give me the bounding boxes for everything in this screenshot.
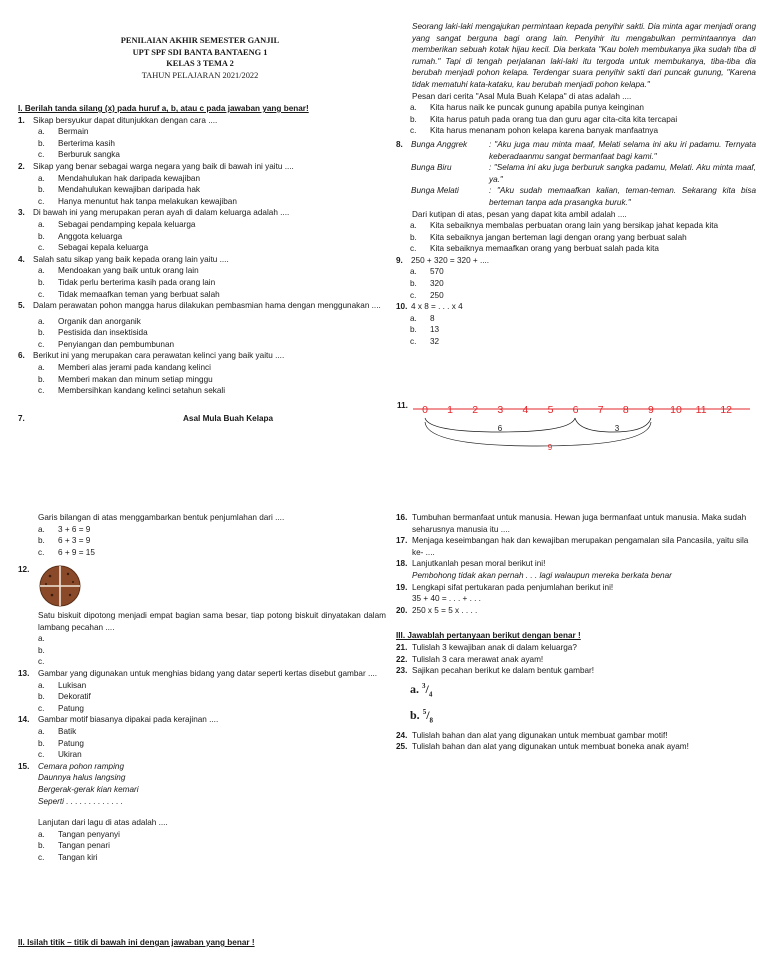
option-c[interactable]: c. Patung bbox=[38, 703, 84, 713]
question-15: 15. Cemara pohon ramping Daunnya halus langsing Bergerak-gerak kian kemari Seperti . . . . . . . . . . . . . Lanjutan dari lagu di atas adalah .... a. Tangan penyanyi b. Tangan penari c. Tangan kiri bbox=[18, 761, 386, 864]
story-text: Seorang laki-laki mengajukan permintaan kepada penyihir sakti. Dia minta agar menjadi orang yang sangat berguna bagi orang lain. Penyihir itu mengabulkan permintaannya dan memberikan sebuah kotak hijau kecil. Dia berkata "Kau boleh membukanya jika sudah tiba di rumah." Tapi di tengah perjalanan laki-laki itu tergoda untuk membukanya, tiba-tiba dia berubah menjadi pohon kelapa. Terdengar suara penyihir sakti dari puncak gunung, "Karena tidak mematuhi kata-kataku, kau berubah menjadi pohon kelapa." bbox=[412, 22, 756, 89]
option-b[interactable]: b. Dekoratif bbox=[38, 692, 91, 702]
section-2-title: II. Isilah titik – titik di bawah ini dengan jawaban yang benar ! bbox=[18, 938, 255, 947]
option-c[interactable]: c. bbox=[38, 657, 45, 667]
question-23: 23. Sajikan pecahan berikut ke dalam bentuk gambar! a. $^3/_4$ b. $^5/_8$ bbox=[396, 665, 756, 729]
question-14: 14. Gambar motif biasanya dipakai pada kerajinan .... a. Batik b. Patung c. Ukiran bbox=[18, 714, 386, 760]
question-18: 18. Lanjutkanlah pesan moral berikut ini! Pembohong tidak akan pernah . . . lagi walaupun mereka berkata benar bbox=[396, 559, 672, 580]
header-school: UPT SPF SDI BANTA BANTAENG 1 bbox=[132, 47, 268, 57]
option-b[interactable]: b. bbox=[38, 645, 45, 655]
question-8: 8. Bunga Anggrek : "Aku juga mau minta maaf, Melati selama ini aku iri padamu. Ternyata keberadaanmu sangat bermanfaat bagi kami." Bunga Biru : "Selama ini aku juga berburuk sangka padamu, Melati. Aku minta maaf, ya." Bunga Melati : "Aku sudah memaafkan kalian, teman-teman. Sekarang kita bisa berteman tanpa ada prasangka buruk." Dari kutipan di atas, pesan yang dapat kita ambil adalah .... a. Kita sebaiknya membalas perbuatan orang lain yang bersikap jahat kepada kita b. Kita sebaiknya jangan berteman lagi dengan orang yang berbuat salah c. Kita sebaiknya memaafkan orang yang berbuat salah pada kita bbox=[396, 139, 756, 254]
number-line-tick-3: 3 bbox=[497, 404, 504, 416]
story-title: Asal Mula Buah Kelapa bbox=[183, 413, 274, 423]
biscuit-image bbox=[38, 564, 82, 608]
number-line-ticks bbox=[422, 404, 732, 416]
option-a[interactable]: a. Kita sebaiknya membalas perbuatan orang lain yang bersikap jahat kepada kita bbox=[410, 221, 719, 231]
option-a[interactable]: a. Memberi alas jerami pada kandang kelinci bbox=[38, 363, 211, 373]
option-b[interactable]: b. Patung bbox=[38, 738, 84, 748]
story-question: Pesan dari cerita "Asal Mula Buah Kelapa" di atas adalah .... bbox=[412, 91, 632, 101]
number-line bbox=[405, 400, 755, 460]
option-a[interactable]: a. bbox=[38, 634, 45, 644]
question-7-heading: 7. Asal Mula Buah Kelapa bbox=[18, 413, 386, 425]
arc-label-3: 3 bbox=[614, 424, 620, 433]
number-line-tick-8: 8 bbox=[622, 404, 629, 416]
option-c[interactable]: c. 32 bbox=[410, 337, 440, 347]
question-3: 3. Di bawah ini yang merupakan peran ayah di dalam keluarga adalah .... a. Sebagai pendamping kepala keluarga b. Anggota keluarga c. Sebagai kepala keluarga bbox=[18, 207, 386, 253]
question-16: 16. Tumbuhan bermanfaat untuk manusia. Hewan juga bermanfaat untuk manusia. Maka sudah seharusnya manusia itu .... bbox=[396, 513, 747, 534]
question-11-options: Garis bilangan di atas menggambarkan bentuk penjumlahan dari .... a. 3 + 6 = 9 b. 6 + 3 = 9 c. 6 + 9 = 15 bbox=[18, 512, 386, 558]
option-b[interactable]: b. Tangan penari bbox=[38, 841, 110, 851]
section-2 bbox=[396, 512, 756, 753]
option-a[interactable]: a. Bermain bbox=[38, 127, 89, 137]
question-7-continued bbox=[396, 21, 756, 348]
option-c[interactable]: c. Kita sebaiknya memaafkan orang yang berbuat salah pada kita bbox=[410, 244, 659, 254]
number-line-tick-5: 5 bbox=[547, 404, 554, 416]
option-b[interactable]: b. Kita harus patuh pada orang tua dan guru agar cita-cita kita tercapai bbox=[410, 114, 678, 124]
question-13: 13. Gambar yang digunakan untuk menghias bidang yang datar seperti kertas disebut gambar .... a. Lukisan b. Dekoratif c. Patung bbox=[18, 668, 386, 714]
option-b[interactable]: b. Pestisida dan insektisida bbox=[38, 328, 148, 338]
number-line-tick-0: 0 bbox=[422, 404, 428, 416]
question-25: 25. Tulislah bahan dan alat yang digunakan untuk membuat boneka anak ayam! bbox=[396, 742, 689, 752]
option-b[interactable]: b. 6 + 3 = 9 bbox=[38, 536, 91, 546]
section-1 bbox=[18, 103, 386, 424]
number-line-tick-1: 1 bbox=[447, 404, 454, 416]
speaker-anggrek: Bunga Anggrek bbox=[411, 139, 468, 149]
number-line-tick-2: 2 bbox=[472, 404, 479, 416]
option-a[interactable]: a. Sebagai pendamping kepala keluarga bbox=[38, 219, 196, 229]
question-2: 2. Sikap yang benar sebagai warga negara yang baik di bawah ini yaitu .... a. Mendahulukan hak daripada kewajiban b. Mendahulukan kewajiban daripada hak c. Hanya menuntut hak tanpa melakukan kewajiban bbox=[18, 161, 386, 207]
number-line-tick-12: 12 bbox=[720, 404, 733, 416]
option-c[interactable]: c. 250 bbox=[410, 290, 444, 300]
question-22: 22. Tulislah 3 cara merawat anak ayam! bbox=[396, 654, 544, 664]
section-3-title: III. Jawablah pertanyaan berikut dengan benar ! bbox=[396, 631, 581, 641]
option-c[interactable]: c. 6 + 9 = 15 bbox=[38, 547, 95, 557]
number-line-tick-11: 11 bbox=[695, 404, 707, 416]
question-4: 4. Salah satu sikap yang baik kepada orang lain yaitu .... a. Mendoakan yang baik untuk orang lain b. Tidak perlu berterima kasih pada orang lain c. Tidak memaafkan teman yang berbuat salah bbox=[18, 254, 386, 300]
number-line-tick-7: 7 bbox=[597, 404, 604, 416]
exam-header bbox=[80, 35, 320, 81]
option-a[interactable]: a. Lukisan bbox=[38, 680, 87, 690]
question-19: 19. Lengkapi sifat pertukaran pada penjumlahan berikut ini! 35 + 40 = . . . + . . . bbox=[396, 582, 614, 604]
question-24: 24. Tulislah bahan dan alat yang digunakan untuk membuat gambar motif! bbox=[396, 730, 668, 740]
question-10: 10. 4 x 8 = . . . x 4 a. 8 b. 13 c. 32 bbox=[396, 301, 756, 347]
option-b[interactable]: b. Anggota keluarga bbox=[38, 231, 123, 241]
arc-6-to-9 bbox=[575, 418, 651, 432]
option-a[interactable]: a. Mendoakan yang baik untuk orang lain bbox=[38, 266, 199, 276]
option-c[interactable]: c. Tangan kiri bbox=[38, 852, 98, 862]
option-c[interactable]: c. Tidak memaafkan teman yang berbuat salah bbox=[38, 289, 220, 299]
arc-label-9: 9 bbox=[547, 443, 553, 452]
speaker-biru: Bunga Biru bbox=[411, 163, 452, 173]
option-b[interactable]: b. Berterima kasih bbox=[38, 138, 115, 148]
option-a[interactable]: a. Organik dan anorganik bbox=[38, 316, 141, 326]
option-a[interactable]: a. Tangan penyanyi bbox=[38, 829, 120, 839]
option-b[interactable]: b. Kita sebaiknya jangan berteman lagi dengan orang yang berbuat salah bbox=[410, 232, 687, 242]
option-c[interactable]: c. Berburuk sangka bbox=[38, 150, 120, 160]
question-6: 6. Berikut ini yang merupakan cara perawatan kelinci yang baik yaitu .... a. Memberi alas jerami pada kandang kelinci b. Memberi makan dan minum setiap minggu c. Membersihkan kandang kelinci setahun sekali bbox=[18, 350, 386, 396]
option-a[interactable]: a. Kita harus naik ke puncak gunung apabila punya keinginan bbox=[410, 103, 644, 113]
number-line-tick-4: 4 bbox=[522, 404, 529, 416]
header-year: TAHUN PELAJARAN 2021/2022 bbox=[141, 70, 259, 80]
section-1-title: I. Berilah tanda silang (x) pada huruf a, b, atau c pada jawaban yang benar! bbox=[18, 104, 309, 113]
option-c[interactable]: c. Sebagai kepala keluarga bbox=[38, 243, 149, 253]
option-c[interactable]: c. Membersihkan kandang kelinci setahun sekali bbox=[38, 386, 226, 396]
arc-label-6: 6 bbox=[497, 424, 503, 433]
question-21: 21. Tulislah 3 kewajiban anak di dalam keluarga? bbox=[396, 642, 577, 652]
question-12: 12. Satu biskuit dipotong menjadi empat bagian sama besar, tiap potong biskuit dinyatakan dalam lambang pecahan .... a. b. c. 13. Gambar yang digunakan untuk menghias bidang yang datar seperti kertas disebut gambar .... a. Lukisan b. Dekoratif c. Patung 14. Gambar motif biasanya dipakai pada kerajinan .... a. Batik b. Patung c. Ukiran 15. Cemara pohon ramping Daunnya halus langsing Bergerak-gerak kian kemari Seperti . . . . . . . . . . . . . Lanjutan dari lagu di atas adalah .... a. Tangan penyanyi b. Tangan penari c. Tangan kiri bbox=[18, 565, 386, 862]
fraction-b: b. $^5/_8$ bbox=[410, 708, 434, 725]
question-20: 20. 250 x 5 = 5 x . . . . bbox=[396, 605, 478, 615]
option-a[interactable]: a. Batik bbox=[38, 726, 77, 736]
option-a[interactable]: a. 3 + 6 = 9 bbox=[38, 524, 91, 534]
option-b[interactable]: b. 13 bbox=[410, 325, 440, 335]
header-title: PENILAIAN AKHIR SEMESTER GANJIL bbox=[120, 36, 280, 45]
option-b[interactable]: b. Memberi makan dan minum setiap minggu bbox=[38, 374, 213, 384]
number-line-tick-10: 10 bbox=[670, 404, 682, 416]
question-1: 1. Sikap bersyukur dapat ditunjukkan dengan cara .... a. Bermain b. Berterima kasih c. Berburuk sangka bbox=[18, 115, 386, 161]
option-a[interactable]: a. Mendahulukan hak daripada kewajiban bbox=[38, 173, 201, 183]
option-b[interactable]: b. 320 bbox=[410, 279, 444, 289]
speaker-melati: Bunga Melati bbox=[411, 186, 459, 196]
header-class: KELAS 3 TEMA 2 bbox=[166, 59, 234, 68]
option-c[interactable]: c. Kita harus menanam pohon kelapa karena banyak manfaatnya bbox=[410, 126, 659, 136]
fraction-a: a. $^3/_4$ bbox=[410, 681, 433, 699]
question-9: 9. 250 + 320 = 320 + .... a. 570 b. 320 c. 250 bbox=[396, 255, 756, 301]
option-a[interactable]: a. 570 bbox=[410, 267, 444, 277]
option-c[interactable]: c. Hanya menuntut hak tanpa melakukan kewajiban bbox=[38, 196, 237, 206]
question-5: 5. Dalam perawatan pohon mangga harus dilakukan pembasmian hama dengan menggunakan .... a. Organik dan anorganik b. Pestisida dan insektisida c. Penyiangan dan pembumbunan bbox=[18, 300, 386, 350]
number-line-tick-9: 9 bbox=[647, 404, 654, 416]
option-b[interactable]: b. Mendahulukan kewajiban daripada hak bbox=[38, 185, 201, 195]
option-b[interactable]: b. Tidak perlu berterima kasih pada orang lain bbox=[38, 277, 216, 287]
option-c[interactable]: c. Penyiangan dan pembumbunan bbox=[38, 339, 175, 349]
number-line-tick-6: 6 bbox=[572, 404, 579, 416]
option-c[interactable]: c. Ukiran bbox=[38, 750, 82, 760]
question-17: 17. Menjaga keseimbangan hak dan kewajiban merupakan pengamalan sila Pancasila, yaitu sila ke- .... bbox=[396, 536, 749, 557]
option-a[interactable]: a. 8 bbox=[410, 313, 435, 323]
